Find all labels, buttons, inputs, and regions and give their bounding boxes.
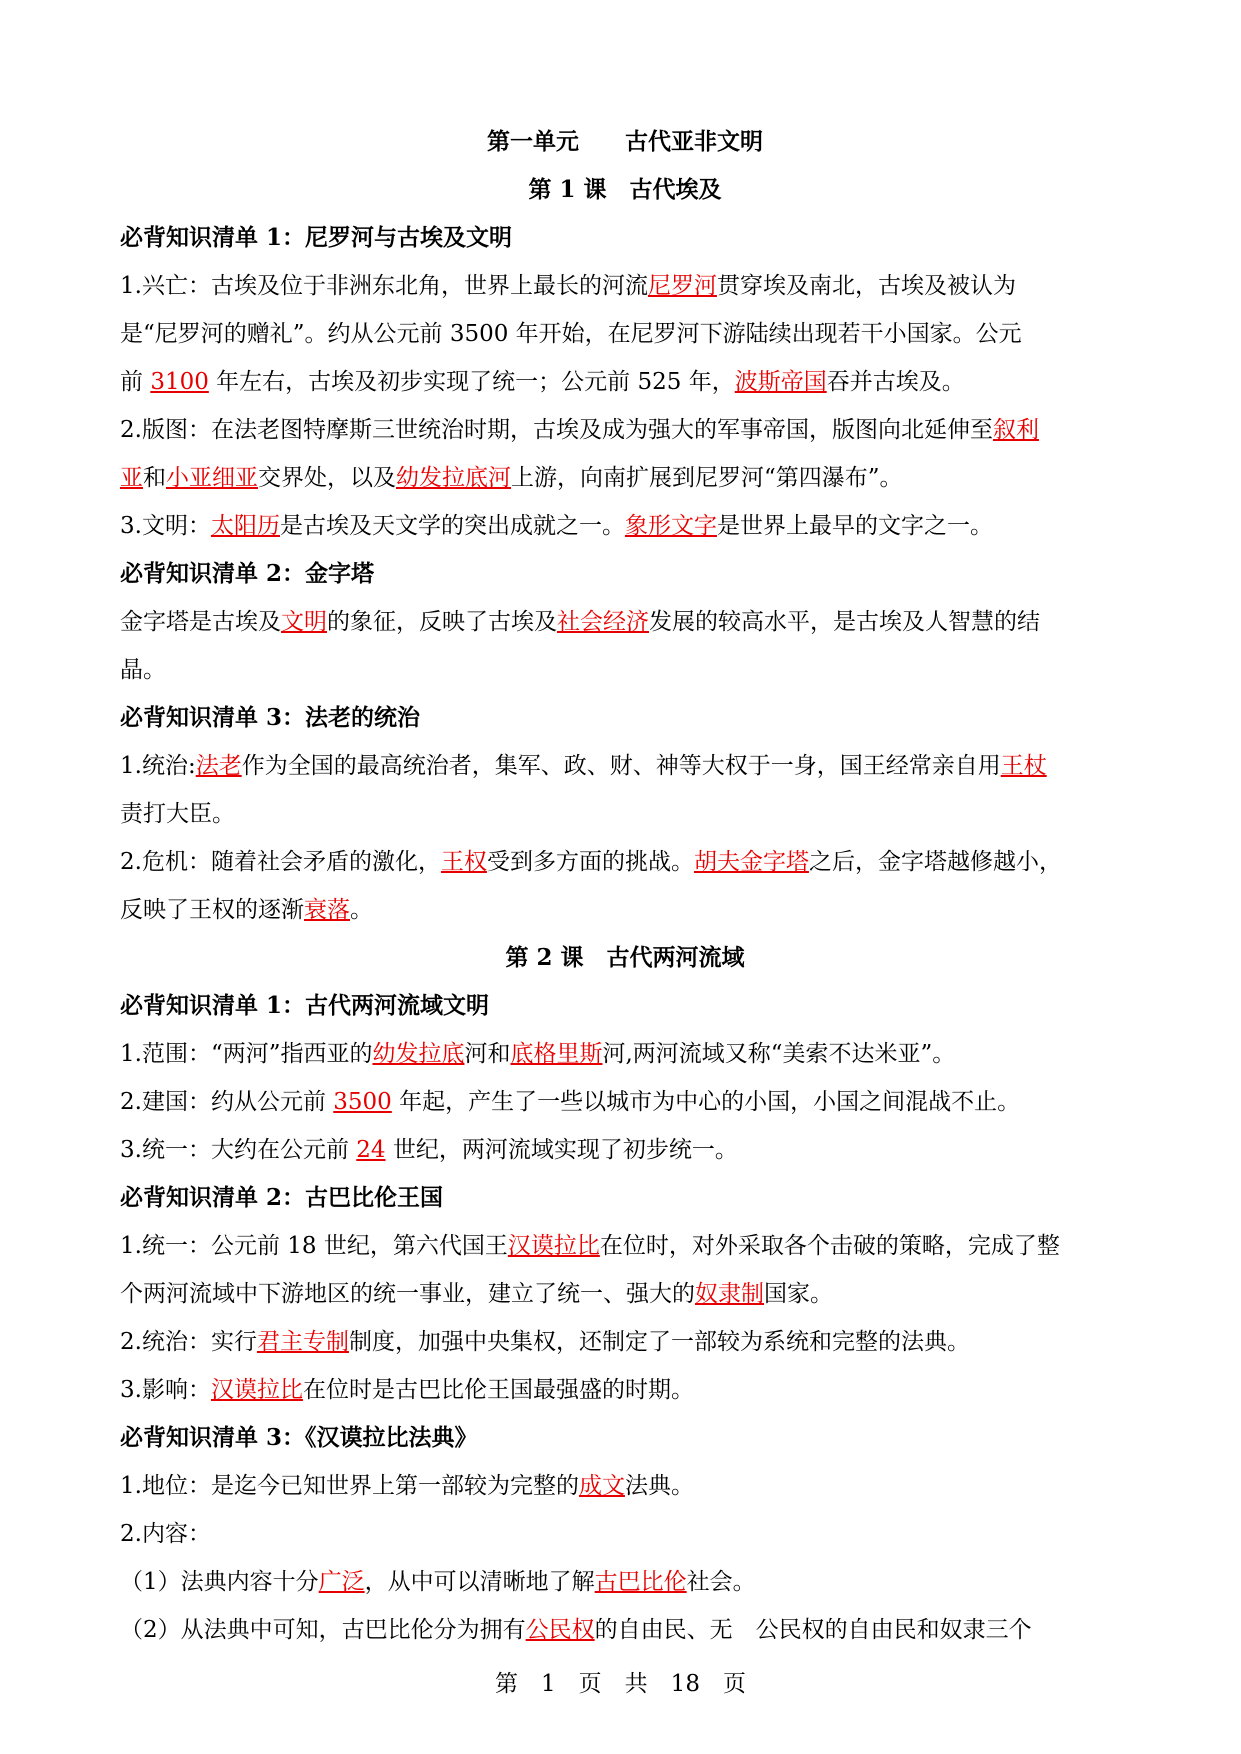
text-segment: 金字塔是古埃及 xyxy=(120,609,281,635)
text-segment: 是古埃及天文学的突出成就之一。 xyxy=(279,513,625,539)
text-line xyxy=(120,598,1130,646)
text-line xyxy=(120,1558,1130,1606)
highlighted-term: 文明 xyxy=(281,609,327,635)
highlighted-term: 胡夫金字塔 xyxy=(693,849,809,875)
text-segment: 反映了王权的逐渐 xyxy=(120,897,304,923)
text-line xyxy=(120,646,1130,694)
text-segment: 必背知识清单 2：古巴比伦王国 xyxy=(120,1184,444,1211)
text-line xyxy=(120,1078,1130,1126)
highlighted-term: 亚 xyxy=(120,465,143,491)
text-segment: 第一单元 古代亚非文明 xyxy=(487,128,763,155)
text-segment: ，从中可以清晰地了解 xyxy=(364,1569,595,1595)
text-line xyxy=(120,1510,1130,1558)
section-heading xyxy=(120,214,1130,262)
text-segment: 1.统治: xyxy=(120,753,196,779)
text-segment: 必背知识清单 1：古代两河流域文明 xyxy=(120,992,490,1019)
highlighted-term: 汉谟拉比 xyxy=(507,1233,600,1259)
highlighted-term: 汉谟拉比 xyxy=(210,1377,303,1403)
highlighted-term: 3500 xyxy=(333,1089,392,1115)
text-segment: （1）法典内容十分 xyxy=(120,1569,319,1595)
highlighted-term: 社会经济 xyxy=(557,609,649,635)
highlighted-term: 底格里斯 xyxy=(510,1041,603,1067)
text-segment: 和 xyxy=(143,465,166,491)
lesson-title xyxy=(120,118,1130,166)
highlighted-term: 幼发拉底河 xyxy=(396,465,511,491)
text-line xyxy=(120,406,1130,454)
text-segment: 必背知识清单 3：《汉谟拉比法典》 xyxy=(120,1424,478,1451)
text-line xyxy=(120,1318,1130,1366)
text-line xyxy=(120,262,1130,310)
highlighted-term: 王杖 xyxy=(1000,753,1047,779)
text-segment: 1.统一：公元前 18 世纪，第六代国王 xyxy=(120,1233,508,1259)
highlighted-term: 君主专制 xyxy=(256,1329,349,1355)
text-segment: 交界处，以及 xyxy=(258,465,396,491)
text-line xyxy=(120,1462,1130,1510)
text-segment: 2.内容： xyxy=(120,1521,211,1547)
text-segment: 法典。 xyxy=(624,1473,694,1499)
text-segment: 是世界上最早的文字之一。 xyxy=(716,513,993,539)
section-heading xyxy=(120,550,1130,598)
text-segment: 世纪，两河流域实现了初步统一。 xyxy=(385,1137,738,1163)
text-segment: 晶。 xyxy=(120,657,166,683)
text-line xyxy=(120,1366,1130,1414)
text-segment: 年起，产生了一些以城市为中心的小国，小国之间混战不止。 xyxy=(391,1089,1021,1115)
text-segment: 2.危机：随着社会矛盾的激化， xyxy=(120,849,441,875)
text-segment: 年左右，古埃及初步实现了统一；公元前 525 年， xyxy=(208,369,735,395)
text-line xyxy=(120,1030,1130,1078)
text-segment: 贯穿埃及南北，古埃及被认为 xyxy=(716,273,1016,299)
text-line xyxy=(120,790,1130,838)
text-segment: 1.范围：“两河”指西亚的 xyxy=(120,1041,373,1067)
highlighted-term: 公民权 xyxy=(525,1617,595,1643)
highlighted-term: 古巴比伦 xyxy=(594,1569,687,1595)
text-segment: 2.统治：实行 xyxy=(120,1329,257,1355)
highlighted-term: 法老 xyxy=(195,753,242,779)
highlighted-term: 幼发拉底 xyxy=(372,1041,465,1067)
text-segment: 之后，金字塔越修越小， xyxy=(808,849,1062,875)
text-segment: 制度，加强中央集权，还制定了一部较为系统和完整的法典。 xyxy=(348,1329,970,1355)
section-heading xyxy=(120,694,1130,742)
text-line xyxy=(120,1270,1130,1318)
highlighted-term: 奴隶制 xyxy=(695,1281,764,1307)
text-segment: 3.文明： xyxy=(120,513,211,539)
text-segment: 个两河流域中下游地区的统一事业，建立了统一、强大的 xyxy=(120,1281,695,1307)
text-segment: 上游，向南扩展到尼罗河“第四瀑布”。 xyxy=(511,465,903,491)
page-footer: 第 1 页 共 18 页 xyxy=(495,1671,746,1697)
lesson-title xyxy=(120,934,1130,982)
text-segment: 河,两河流域又称“美索不达米亚”。 xyxy=(602,1041,956,1067)
text-segment: 社会。 xyxy=(686,1569,756,1595)
document-body xyxy=(120,118,1130,1654)
text-segment: 吞并古埃及。 xyxy=(826,369,965,395)
highlighted-term: 3100 xyxy=(150,369,209,395)
text-line xyxy=(120,1606,1130,1654)
highlighted-term: 象形文字 xyxy=(624,513,717,539)
text-segment: 责打大臣。 xyxy=(120,801,235,827)
highlighted-term: 尼罗河 xyxy=(647,273,717,299)
text-segment: 在位时，对外采取各个击破的策略，完成了整 xyxy=(599,1233,1060,1259)
text-segment: 1.地位：是迄今已知世界上第一部较为完整的 xyxy=(120,1473,579,1499)
text-line xyxy=(120,886,1130,934)
text-segment: 2.版图：在法老图特摩斯三世统治时期，古埃及成为强大的军事帝国，版图向北延伸至 xyxy=(120,417,993,443)
highlighted-term: 衰落 xyxy=(304,897,350,923)
text-segment: 受到多方面的挑战。 xyxy=(486,849,694,875)
highlighted-term: 小亚细亚 xyxy=(166,465,258,491)
highlighted-term: 广泛 xyxy=(318,1569,365,1595)
section-heading xyxy=(120,1174,1130,1222)
text-segment: 的象征，反映了古埃及 xyxy=(327,609,557,635)
text-line xyxy=(120,1126,1130,1174)
text-line xyxy=(120,454,1130,502)
text-segment: 必背知识清单 2：金字塔 xyxy=(120,560,375,587)
text-segment: 发展的较高水平，是古埃及人智慧的结 xyxy=(649,609,1040,635)
text-line xyxy=(120,310,1130,358)
text-segment: 2.建国：约从公元前 xyxy=(120,1089,334,1115)
text-segment: 作为全国的最高统治者，集军、政、财、神等大权于一身，国王经常亲自用 xyxy=(241,753,1001,779)
text-segment: 前 xyxy=(120,369,151,395)
text-line xyxy=(120,358,1130,406)
text-segment: 是“尼罗河的赠礼”。约从公元前 3500 年开始，在尼罗河下游陆续出现若干小国家。公元 xyxy=(120,321,1022,347)
section-heading xyxy=(120,982,1130,1030)
text-line xyxy=(120,838,1130,886)
text-segment: 河和 xyxy=(464,1041,511,1067)
text-segment: 必背知识清单 1：尼罗河与古埃及文明 xyxy=(120,224,513,251)
text-segment: 3.统一：大约在公元前 xyxy=(120,1137,357,1163)
text-line xyxy=(120,502,1130,550)
text-line xyxy=(120,1222,1130,1270)
text-segment: 1.兴亡：古埃及位于非洲东北角，世界上最长的河流 xyxy=(120,273,648,299)
text-segment: 国家。 xyxy=(764,1281,833,1307)
section-heading xyxy=(120,1414,1130,1462)
lesson-title xyxy=(120,166,1130,214)
text-segment: 必背知识清单 3：法老的统治 xyxy=(120,704,421,731)
text-segment: 。 xyxy=(350,897,373,923)
text-segment: （2）从法典中可知，古巴比伦分为拥有 xyxy=(120,1617,526,1643)
text-segment: 3.影响： xyxy=(120,1377,211,1403)
text-segment: 的自由民、无 公民权的自由民和奴隶三个 xyxy=(594,1617,1032,1643)
text-segment: 第 1 课 古代埃及 xyxy=(528,176,722,203)
highlighted-term: 叙利 xyxy=(992,417,1039,443)
text-line xyxy=(120,742,1130,790)
highlighted-term: 24 xyxy=(356,1137,386,1163)
highlighted-term: 太阳历 xyxy=(210,513,280,539)
highlighted-term: 成文 xyxy=(578,1473,625,1499)
highlighted-term: 波斯帝国 xyxy=(734,369,827,395)
highlighted-term: 王权 xyxy=(440,849,487,875)
text-segment: 在位时是古巴比伦王国最强盛的时期。 xyxy=(302,1377,694,1403)
text-segment: 第 2 课 古代两河流域 xyxy=(505,944,745,971)
